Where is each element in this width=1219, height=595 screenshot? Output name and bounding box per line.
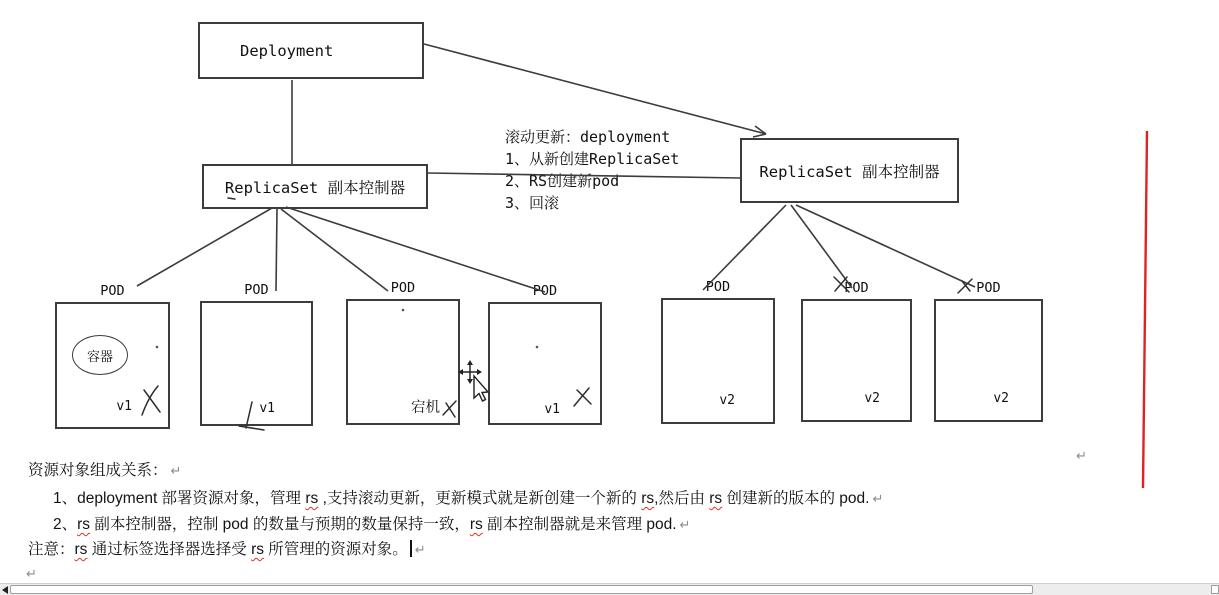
pod-label: POD [244, 282, 269, 298]
pod-version: v2 [864, 391, 880, 406]
misspelled-word: rs [77, 516, 91, 533]
pod-1 [55, 282, 170, 429]
replicaset-left-box[interactable] [202, 164, 428, 209]
pod-label: POD [976, 280, 1001, 296]
horizontal-scrollbar-track[interactable] [10, 585, 1033, 594]
rolling-update-step-1: 1、从新创建ReplicaSet [505, 150, 680, 168]
pod-7 [934, 279, 1043, 422]
pod-box[interactable] [55, 302, 170, 429]
replicaset-right-box[interactable] [740, 138, 959, 203]
rolling-update-title: 滚动更新：deployment [505, 128, 671, 146]
pod-label: POD [100, 283, 125, 299]
pod-label: POD [390, 280, 416, 296]
replicaset-right-label: ReplicaSet 副本控制器 [759, 162, 940, 181]
rolling-update-note[interactable] [505, 126, 679, 214]
rolling-update-step-3: 3、回滚 [505, 194, 560, 212]
container-label: 容器 [86, 348, 113, 364]
pod-label: POD [705, 279, 731, 295]
pod-version: v1 [544, 402, 560, 417]
misspelled-word: rs [74, 541, 88, 558]
notes-line-1[interactable] [53, 489, 883, 508]
text-segment: 2、 [53, 516, 78, 533]
notes-line-2[interactable] [53, 515, 690, 534]
red-annotation-line[interactable] [1143, 131, 1147, 488]
scrollbar-corner [1211, 585, 1219, 594]
container-ellipse[interactable] [72, 335, 128, 375]
text-segment: ,然后由 [654, 490, 710, 507]
pod-box[interactable] [488, 302, 602, 425]
pod-5 [661, 278, 775, 424]
pod-2 [200, 281, 313, 426]
notes-heading[interactable] [28, 461, 181, 480]
paragraph-mark: ↵ [26, 566, 37, 581]
pod-6 [801, 279, 912, 422]
text-segment: 创建新的版本的 pod. [722, 490, 870, 507]
text-segment: 1、deployment 部署资源对象，管理 [53, 490, 306, 507]
pod-version: v2 [993, 391, 1009, 406]
pod-version: v2 [719, 393, 735, 408]
pod-box[interactable] [200, 301, 313, 426]
text-segment: 所管理的资源对象。 [263, 541, 408, 558]
arrowhead [753, 126, 766, 137]
replicaset-left-label: ReplicaSet 副本控制器 [224, 178, 406, 197]
pod-box[interactable] [801, 299, 912, 422]
horizontal-scrollbar [0, 583, 1219, 595]
pod-label: POD [532, 283, 558, 299]
pod-box[interactable] [934, 299, 1043, 422]
misspelled-word: rs [251, 541, 264, 558]
text-segment: 副本控制器就是来管理 pod. [482, 516, 677, 533]
pod-status: 宕机 [411, 400, 440, 416]
misspelled-word: rs [469, 516, 483, 533]
misspelled-word: rs [709, 490, 723, 507]
misspelled-word: rs [641, 490, 655, 507]
notes-note-line[interactable] [28, 540, 426, 559]
paragraph-mark: ↵ [1076, 448, 1087, 463]
pod-box[interactable] [346, 299, 460, 425]
pointer-arrow [474, 376, 488, 401]
deployment-box[interactable] [198, 22, 424, 79]
pod-version: v1 [259, 401, 275, 416]
paragraph-mark: ↵ [872, 491, 884, 506]
text-segment: 通过标签选择器选择受 [87, 541, 252, 558]
text-segment: 副本控制器，控制 pod 的数量与预期的数量保持一致， [90, 516, 470, 533]
paragraph-mark: ↵ [170, 463, 182, 478]
paragraph-mark: ↵ [679, 517, 691, 532]
mouse-move-cursor [458, 360, 488, 401]
scroll-left-arrow-icon[interactable] [2, 586, 8, 594]
rolling-update-step-2: 2、RS创建新pod [505, 172, 620, 190]
pod-3 [346, 279, 460, 425]
pod-box[interactable] [661, 298, 775, 424]
pod-label: POD [844, 280, 869, 296]
misspelled-word: rs [305, 490, 319, 507]
pod-4 [488, 282, 602, 425]
text-cursor [410, 540, 412, 557]
notes-heading-text: 资源对象组成关系： [28, 462, 168, 479]
pod-version: v1 [116, 399, 132, 414]
paragraph-mark: ↵ [414, 542, 426, 557]
deployment-label: Deployment [240, 41, 334, 60]
text-segment: 注意： [28, 541, 75, 558]
text-segment: ,支持滚动更新，更新模式就是新创建一个新的 [318, 490, 642, 507]
